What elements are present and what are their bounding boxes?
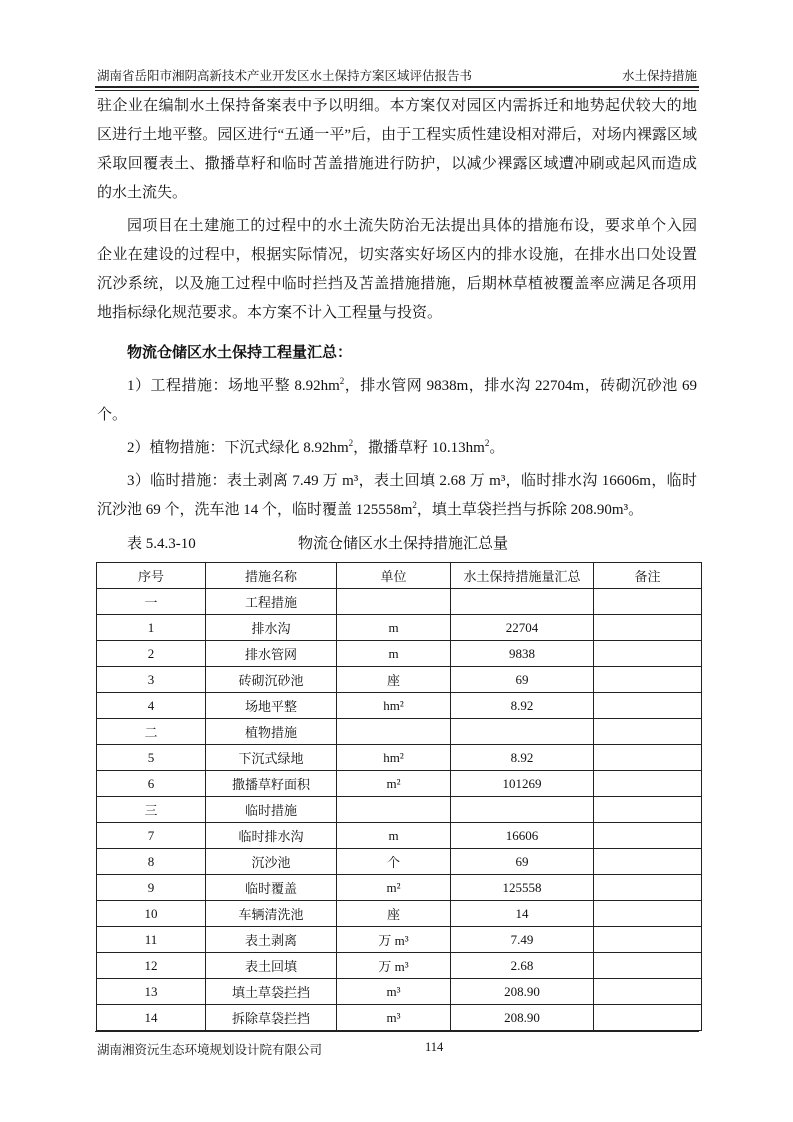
measure-name-cell: 撒播草籽面积 xyxy=(206,771,337,797)
measure-name-cell: 临时措施 xyxy=(206,797,337,823)
unit-cell: m xyxy=(337,615,451,641)
measure-name-cell: 临时覆盖 xyxy=(206,875,337,901)
quantity-cell xyxy=(451,797,594,823)
unit-cell: m² xyxy=(337,771,451,797)
item-text: 。 xyxy=(489,440,505,456)
superscript: 2 xyxy=(484,438,490,448)
measure-name-cell: 拆除草袋拦挡 xyxy=(206,1005,337,1031)
row-number-cell: 4 xyxy=(97,693,206,719)
table-row xyxy=(97,797,702,823)
quantity-cell: 2.68 xyxy=(451,953,594,979)
measure-name-cell: 车辆清洗池 xyxy=(206,901,337,927)
unit-cell xyxy=(337,797,451,823)
quantity-cell: 125558 xyxy=(451,875,594,901)
table-row xyxy=(97,719,702,745)
superscript: 2 xyxy=(339,376,345,386)
row-number-cell: 三 xyxy=(97,797,206,823)
table-row xyxy=(97,875,702,901)
row-number-cell: 9 xyxy=(97,875,206,901)
table-row xyxy=(97,745,702,771)
table-row xyxy=(97,849,702,875)
para2-line: 沉沙系统，以及施工过程中临时拦挡及苫盖措施措施，后期林草植被覆盖率应满足各项用 xyxy=(97,276,697,292)
row-number-cell: 14 xyxy=(97,1005,206,1031)
table-title: 物流仓储区水土保持措施汇总量 xyxy=(298,536,509,552)
quantity-cell: 8.92 xyxy=(451,693,594,719)
measure-name-cell: 表土剥离 xyxy=(206,927,337,953)
remark-cell xyxy=(594,589,702,615)
remark-cell xyxy=(594,745,702,771)
col-header: 措施名称 xyxy=(206,563,337,589)
row-number-cell: 一 xyxy=(97,589,206,615)
item-text: 2）植物措施：下沉式绿化 8.92hm xyxy=(127,440,349,456)
remark-cell xyxy=(594,615,702,641)
item-plant xyxy=(127,438,697,458)
row-number-cell: 10 xyxy=(97,901,206,927)
para2-line: 园项目在土建施工的过程中的水土流失防治无法提出具体的措施布设，要求单个入园 xyxy=(127,218,697,234)
item-engineering-cont: 个。 xyxy=(97,407,128,423)
remark-cell xyxy=(594,641,702,667)
table-header-row xyxy=(97,563,702,589)
quantity-cell: 14 xyxy=(451,901,594,927)
measure-name-cell: 场地平整 xyxy=(206,693,337,719)
remark-cell xyxy=(594,823,702,849)
para1-line: 区进行土地平整。园区进行“五通一平”后，由于工程实质性建设相对滞后，对场内裸露区域 xyxy=(97,127,697,143)
remark-cell xyxy=(594,901,702,927)
item-text: ，撒播草籽 10.13hm xyxy=(353,440,485,456)
table-number: 表 5.4.3-10 xyxy=(127,536,196,552)
remark-cell xyxy=(594,797,702,823)
para1-line: 采取回覆表土、撒播草籽和临时苫盖措施进行防护，以减少裸露区域遭冲刷或起风而造成 xyxy=(97,156,697,172)
unit-cell xyxy=(337,719,451,745)
table-row xyxy=(97,641,702,667)
unit-cell: m² xyxy=(337,875,451,901)
remark-cell xyxy=(594,1005,702,1031)
quantity-cell: 69 xyxy=(451,849,594,875)
para2-line: 企业在建设的过程中，根据实际情况，切实落实好场区内的排水设施，在排水出口处设置 xyxy=(97,247,697,263)
unit-cell: m³ xyxy=(337,979,451,1005)
remark-cell xyxy=(594,927,702,953)
row-number-cell: 1 xyxy=(97,615,206,641)
quantity-cell xyxy=(451,719,594,745)
row-number-cell: 8 xyxy=(97,849,206,875)
table-row xyxy=(97,1005,702,1031)
quantity-cell: 16606 xyxy=(451,823,594,849)
para1-line: 驻企业在编制水土保持备案表中予以明细。本方案仅对园区内需拆迁和地势起伏较大的地 xyxy=(97,98,697,114)
quantity-cell: 9838 xyxy=(451,641,594,667)
item-temporary: 3）临时措施：表土剥离 7.49 万 m³，表土回填 2.68 万 m³，临时排水沟 16606m，临时 xyxy=(127,473,697,489)
quantity-cell xyxy=(451,589,594,615)
item-text: 沉沙池 69 个，洗车池 14 个，临时覆盖 125558m xyxy=(97,502,413,518)
unit-cell: 万 m³ xyxy=(337,953,451,979)
measure-name-cell: 工程措施 xyxy=(206,589,337,615)
row-number-cell: 11 xyxy=(97,927,206,953)
table-row xyxy=(97,927,702,953)
unit-cell xyxy=(337,589,451,615)
col-header: 备注 xyxy=(594,563,702,589)
unit-cell: 座 xyxy=(337,901,451,927)
row-number-cell: 6 xyxy=(97,771,206,797)
table-row xyxy=(97,615,702,641)
item-temporary-cont xyxy=(97,500,697,520)
quantity-cell: 8.92 xyxy=(451,745,594,771)
measure-name-cell: 表土回填 xyxy=(206,953,337,979)
table-row xyxy=(97,823,702,849)
footer-company: 湖南湘资沅生态环境规划设计院有限公司 xyxy=(97,1043,323,1057)
table-row xyxy=(97,953,702,979)
quantity-cell: 7.49 xyxy=(451,927,594,953)
table-row xyxy=(97,589,702,615)
para2-line: 地指标绿化规范要求。本方案不计入工程量与投资。 xyxy=(97,305,443,321)
quantity-cell: 101269 xyxy=(451,771,594,797)
measure-name-cell: 植物措施 xyxy=(206,719,337,745)
remark-cell xyxy=(594,719,702,745)
quantity-cell: 208.90 xyxy=(451,1005,594,1031)
row-number-cell: 2 xyxy=(97,641,206,667)
superscript: 2 xyxy=(348,438,354,448)
item-text: ，填土草袋拦挡与拆除 208.90m³。 xyxy=(416,502,644,518)
measure-name-cell: 填土草袋拦挡 xyxy=(206,979,337,1005)
header-rule xyxy=(95,86,699,88)
header-section: 水土保持措施 xyxy=(621,69,697,83)
summary-title: 物流仓储区水土保持工程量汇总： xyxy=(127,345,353,361)
table-row xyxy=(97,667,702,693)
row-number-cell: 12 xyxy=(97,953,206,979)
remark-cell xyxy=(594,667,702,693)
unit-cell: 个 xyxy=(337,849,451,875)
unit-cell: m xyxy=(337,641,451,667)
table-row xyxy=(97,771,702,797)
page-header xyxy=(97,66,697,84)
table-row xyxy=(97,693,702,719)
page-number: 114 xyxy=(425,1040,444,1054)
unit-cell: m³ xyxy=(337,1005,451,1031)
para1-line: 的水土流失。 xyxy=(97,185,188,201)
remark-cell xyxy=(594,693,702,719)
unit-cell: m xyxy=(337,823,451,849)
footer-rule xyxy=(95,1031,699,1032)
col-header: 序号 xyxy=(97,563,206,589)
table-row xyxy=(97,979,702,1005)
remark-cell xyxy=(594,771,702,797)
remark-cell xyxy=(594,875,702,901)
unit-cell: 座 xyxy=(337,667,451,693)
unit-cell: hm² xyxy=(337,745,451,771)
table-row xyxy=(97,901,702,927)
quantity-cell: 69 xyxy=(451,667,594,693)
item-text: 1）工程措施：场地平整 8.92hm xyxy=(127,378,340,394)
quantity-cell: 208.90 xyxy=(451,979,594,1005)
remark-cell xyxy=(594,979,702,1005)
col-header: 单位 xyxy=(337,563,451,589)
unit-cell: hm² xyxy=(337,693,451,719)
col-header: 水土保持措施量汇总 xyxy=(451,563,594,589)
measure-name-cell: 排水沟 xyxy=(206,615,337,641)
row-number-cell: 7 xyxy=(97,823,206,849)
row-number-cell: 二 xyxy=(97,719,206,745)
measure-name-cell: 砖砌沉砂池 xyxy=(206,667,337,693)
item-text: ，排水管网 9838m，排水沟 22704m，砖砌沉砂池 69 xyxy=(344,378,698,394)
row-number-cell: 13 xyxy=(97,979,206,1005)
header-title: 湖南省岳阳市湘阴高新技术产业开发区水土保持方案区域评估报告书 xyxy=(97,69,473,83)
item-engineering xyxy=(127,376,697,396)
row-number-cell: 3 xyxy=(97,667,206,693)
remark-cell xyxy=(594,849,702,875)
unit-cell: 万 m³ xyxy=(337,927,451,953)
measure-name-cell: 下沉式绿地 xyxy=(206,745,337,771)
quantity-cell: 22704 xyxy=(451,615,594,641)
row-number-cell: 5 xyxy=(97,745,206,771)
measure-name-cell: 临时排水沟 xyxy=(206,823,337,849)
measures-table xyxy=(96,562,702,1031)
measure-name-cell: 沉沙池 xyxy=(206,849,337,875)
remark-cell xyxy=(594,953,702,979)
superscript: 2 xyxy=(412,500,417,510)
header-rule-thin xyxy=(95,90,699,91)
measure-name-cell: 排水管网 xyxy=(206,641,337,667)
